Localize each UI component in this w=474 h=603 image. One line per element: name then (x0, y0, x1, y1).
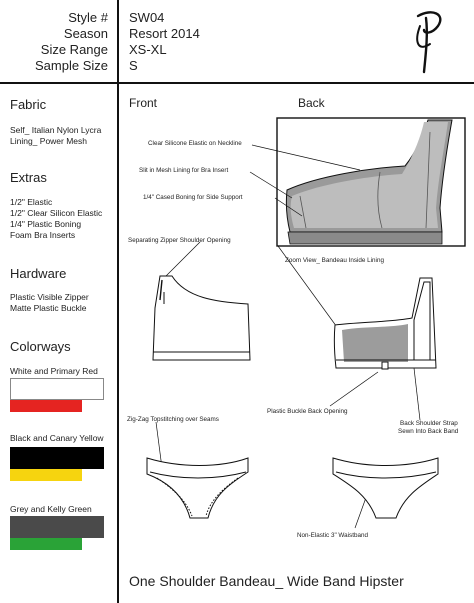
spec-value-size-range: XS-XL (129, 42, 167, 57)
extras-line: 1/4" Plastic Boning (10, 219, 82, 229)
annotation-boning: 1/4" Cased Boning for Side Support (143, 194, 243, 201)
colorway-swatch-primary (10, 516, 104, 538)
fabric-title: Fabric (10, 97, 47, 112)
back-label: Back (298, 96, 325, 110)
front-bandeau-top (153, 276, 250, 360)
colorways-title: Colorways (10, 339, 71, 354)
front-hipster-bottom (147, 458, 248, 518)
annotation-waistband: Non-Elastic 3" Waistband (297, 532, 368, 539)
hardware-line: Plastic Visible Zipper (10, 292, 89, 302)
annotation-slit: Slit in Mesh Lining for Bra Insert (139, 167, 229, 174)
spec-value-style: SW04 (129, 10, 165, 25)
extras-title: Extras (10, 170, 47, 185)
annotation-zoom: Zoom View_ Bandeau Inside Lining (285, 257, 384, 264)
colorway-swatch-primary (10, 447, 104, 469)
spec-value-sample-size: S (129, 58, 138, 73)
back-bandeau-top (334, 278, 436, 369)
header-divider-vertical (117, 0, 119, 603)
hardware-title: Hardware (10, 266, 67, 281)
back-hipster-bottom (333, 458, 438, 518)
product-title: One Shoulder Bandeau_ Wide Band Hipster (129, 573, 404, 589)
annotation-buckle: Plastic Buckle Back Opening (267, 408, 348, 415)
spec-label-size-range: Size Range (40, 42, 108, 57)
zoom-view-inside-lining (277, 118, 465, 246)
fabric-line: Self_ Italian Nylon Lycra (10, 125, 102, 135)
annotation-neckline: Clear Silicone Elastic on Neckline (148, 140, 242, 147)
spec-value-season: Resort 2014 (129, 26, 200, 41)
fabric-line: Lining_ Power Mesh (10, 136, 88, 146)
extras-line: Foam Bra Inserts (10, 230, 76, 240)
hardware-line: Matte Plastic Buckle (10, 303, 87, 313)
spec-label-season: Season (63, 26, 108, 41)
colorway-swatch-accent (10, 469, 82, 481)
annotation-zigzag: Zig-Zag Topstitching over Seams (127, 416, 219, 423)
colorway-swatch-primary (10, 378, 104, 400)
extras-line: 1/2" Elastic (10, 197, 53, 207)
colorway-name: Black and Canary Yellow (10, 433, 104, 443)
annotation-strap: Sewn Into Back Band (398, 428, 459, 435)
annotation-zipper: Separating Zipper Shoulder Opening (128, 237, 231, 244)
extras-line: 1/2" Clear Silicon Elastic (10, 208, 103, 218)
spec-label-sample-size: Sample Size (35, 58, 108, 73)
annotation-strap: Back Shoulder Strap (400, 420, 458, 427)
colorway-swatch-accent (10, 400, 82, 412)
colorway-swatch-accent (10, 538, 82, 550)
spec-label-style: Style # (68, 10, 108, 25)
header-divider-horizontal (0, 82, 474, 84)
colorway-name: Grey and Kelly Green (10, 504, 92, 514)
front-label: Front (129, 96, 158, 110)
colorway-name: White and Primary Red (10, 366, 98, 376)
